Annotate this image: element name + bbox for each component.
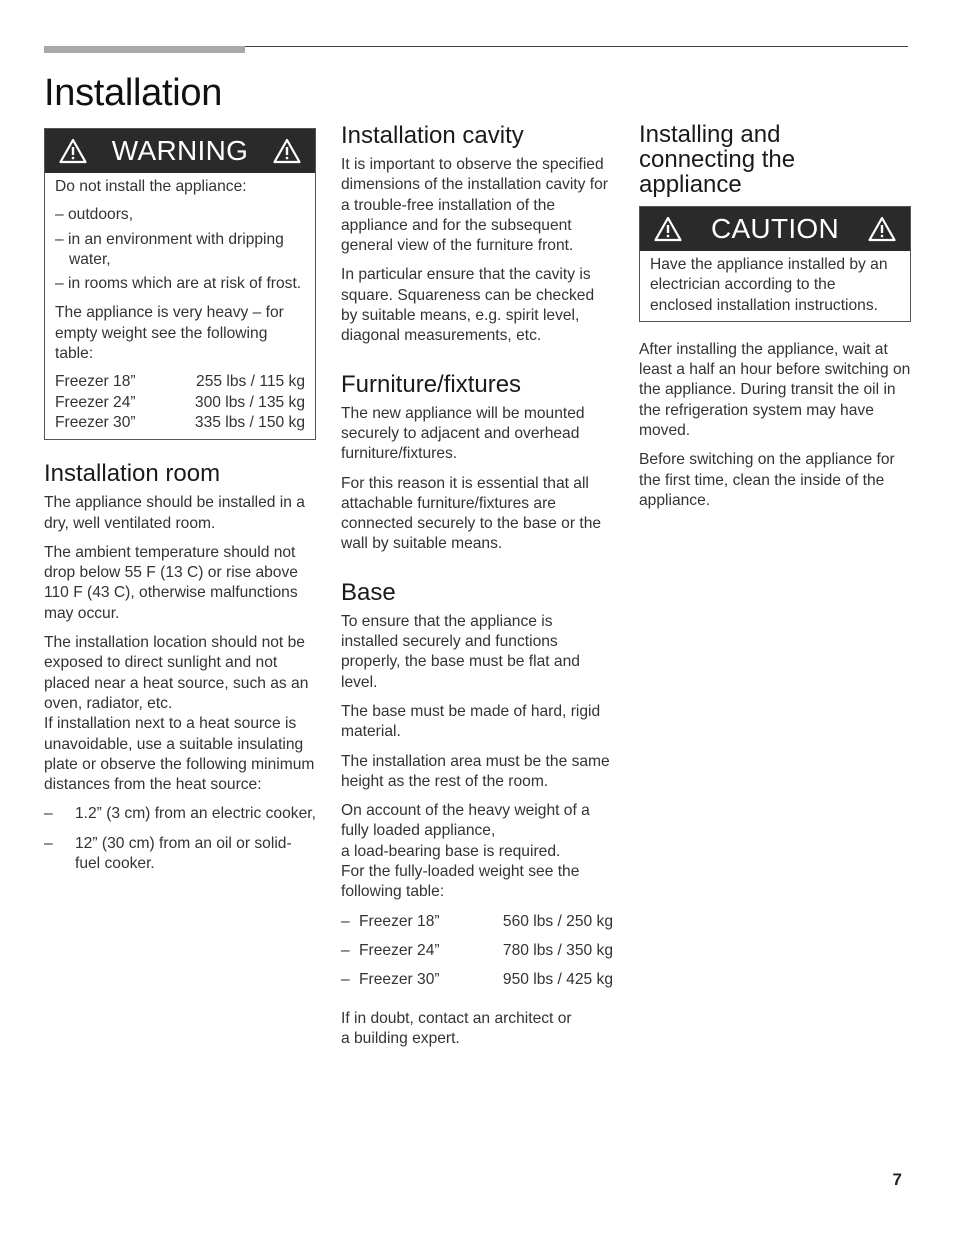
base-paragraph: For the fully-loaded weight see the following table: <box>341 863 580 901</box>
base-heading: Base <box>341 578 396 606</box>
installing-heading <box>639 122 911 197</box>
warning-box <box>44 128 316 440</box>
base-paragraph: If in doubt, contact an architect or <box>341 1009 572 1027</box>
caution-text: Have the appliance installed by an electrician according to the enclosed installation instructions. <box>650 256 888 314</box>
base-paragraph: a load-bearing base is required. <box>341 842 561 860</box>
table-row <box>55 393 305 413</box>
warning-body <box>45 173 315 439</box>
table-cell-model: Freezer 24” <box>359 941 440 959</box>
loaded-weight-table <box>341 912 613 1000</box>
installation-cavity-heading: Installation cavity <box>341 122 524 149</box>
warning-label: WARNING <box>111 135 249 166</box>
list-item <box>44 804 316 824</box>
warning-triangle-icon <box>273 138 301 164</box>
base-paragraph: To ensure that the appliance is installed securely and functions properly, the base must be flat and level. <box>341 612 580 691</box>
warning-list <box>55 205 305 294</box>
table-row <box>341 970 613 999</box>
page-title: Installation <box>44 72 223 114</box>
installation-room-paragraph: The installation location should not be exposed to direct sunlight and not placed near a heat source, such as an oven, radiator, etc. <box>44 634 309 712</box>
installation-room-paragraph: The appliance should be installed in a dry, well ventilated room. <box>44 494 305 532</box>
installation-room-paragraph: If installation next to a heat source is unavoidable, use a suitable insulating plate or observe the following minimum distances from the heat source: <box>44 715 315 794</box>
warning-header <box>45 129 315 173</box>
furniture-paragraph: The new appliance will be mounted securely to adjacent and overhead furniture/fixtures. <box>341 404 585 463</box>
table-row <box>341 941 613 970</box>
warning-intro: Do not install the appliance: <box>55 178 247 195</box>
installation-cavity-paragraph: In particular ensure that the cavity is square. Squareness can be checked by suitable means, e.g. spirit level, diagonal measurements, etc. <box>341 266 595 345</box>
table-cell-dash: – <box>341 941 350 959</box>
list-item-text: 1.2” (3 cm) from an electric cooker, <box>75 805 316 823</box>
warning-triangle-icon <box>59 138 87 164</box>
table-cell-model: Freezer 18” <box>359 912 440 930</box>
table-cell-model: Freezer 18” <box>55 373 136 391</box>
installing-heading-line: appliance <box>639 171 742 198</box>
list-dash: – <box>44 805 53 823</box>
table-cell-dash: – <box>341 971 350 989</box>
table-cell-value: 950 lbs / 425 kg <box>502 971 613 989</box>
table-cell-value: 560 lbs / 250 kg <box>502 912 613 930</box>
table-cell-model: Freezer 24” <box>55 393 136 411</box>
table-cell-value: 780 lbs / 350 kg <box>502 941 613 959</box>
table-cell-dash: – <box>341 912 350 930</box>
list-item: – in rooms which are at risk of frost. <box>55 275 302 293</box>
furniture-heading: Furniture/fixtures <box>341 370 522 398</box>
empty-weight-table <box>55 372 305 433</box>
table-cell-value: 300 lbs / 135 kg <box>194 393 305 411</box>
base-paragraph: The base must be made of hard, rigid material. <box>341 702 601 741</box>
furniture-paragraph: For this reason it is essential that all attachable furniture/fixtures are connected securely to the base or the wall by suitable means. <box>341 474 602 553</box>
list-item: – in an environment with dripping water, <box>55 230 284 268</box>
caution-label: CAUTION <box>710 213 840 244</box>
caution-box <box>639 206 911 322</box>
distance-list <box>44 804 316 874</box>
list-dash: – <box>44 834 53 852</box>
caution-body <box>640 251 910 321</box>
column-right <box>639 122 911 520</box>
base-paragraph: The installation area must be the same height as the rest of the room. <box>341 752 610 790</box>
installation-room-heading: Installation room <box>44 460 221 488</box>
warning-weight-note: The appliance is very heavy – for empty weight see the following table: <box>55 304 284 363</box>
base-paragraph: a building expert. <box>341 1029 460 1047</box>
caution-triangle-icon <box>654 216 682 242</box>
installation-cavity-paragraph: It is important to observe the specified dimensions of the installation cavity for a trouble-free installation of the appliance and for the subsequent general view of the furniture front. <box>341 156 608 255</box>
list-item-text: 12” (30 cm) from an oil or solid-fuel cooker. <box>75 834 292 873</box>
table-row <box>55 413 305 433</box>
table-cell-value: 335 lbs / 150 kg <box>194 413 305 431</box>
column-left <box>44 128 316 883</box>
caution-triangle-icon <box>868 216 896 242</box>
list-item <box>44 834 316 875</box>
list-item: – outdoors, <box>55 206 134 224</box>
base-paragraph: On account of the heavy weight of a fully loaded appliance, <box>341 802 590 840</box>
installation-room-paragraph: The ambient temperature should not drop below 55 F (13 C) or rise above 110 F (43 C), otherwise malfunctions may occur. <box>44 543 298 622</box>
page-number: 7 <box>892 1170 902 1189</box>
installing-heading-line: Installing and <box>639 121 781 148</box>
table-row <box>341 912 613 941</box>
caution-header <box>640 207 910 251</box>
installing-paragraph: Before switching on the appliance for the first time, clean the inside of the appliance. <box>639 451 895 509</box>
installing-heading-line: connecting the <box>639 146 796 173</box>
table-cell-model: Freezer 30” <box>55 413 136 431</box>
table-cell-value: 255 lbs / 115 kg <box>196 373 305 391</box>
table-cell-model: Freezer 30” <box>359 971 440 989</box>
column-middle <box>341 122 613 1058</box>
top-rule-accent <box>44 46 245 53</box>
table-row <box>55 372 305 392</box>
installing-paragraph: After installing the appliance, wait at least a half an hour before switching on the appliance. During transit the oil in the refrigeration system may have moved. <box>639 340 911 440</box>
